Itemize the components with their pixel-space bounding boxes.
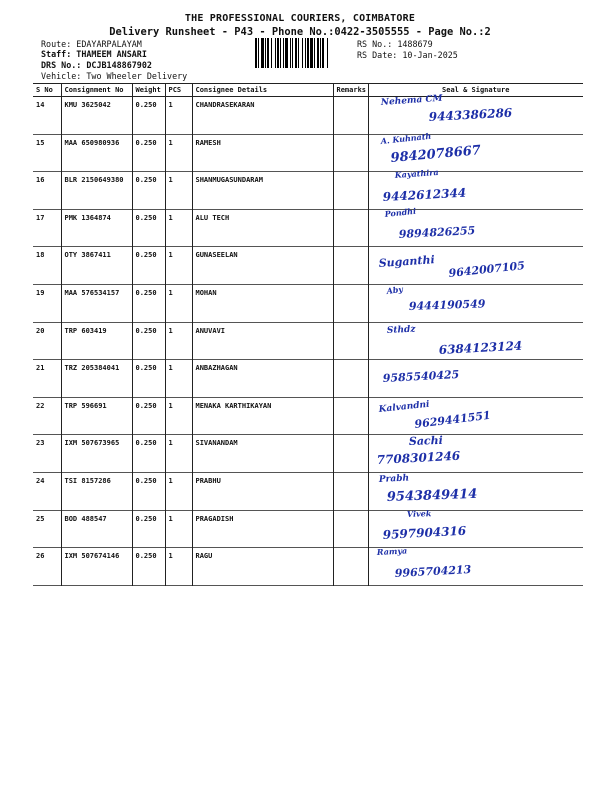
signature-phone: 9543849414 [386,486,478,505]
weight-value: 0.250 [132,284,165,322]
remarks-cell [333,172,368,210]
consignee-name: RAMESH [192,134,333,172]
table-row [33,322,583,360]
handwritten-signature [369,205,584,246]
row-sno: 21 [36,364,45,373]
weight-value: 0.250 [132,472,165,510]
table-row [33,548,583,586]
table-row [33,435,583,473]
signature-phone: 9642007105 [447,259,525,281]
weight-value: 0.250 [132,322,165,360]
consignee-name: CHANDRASEKARAN [192,97,333,135]
remarks-cell [333,397,368,435]
row-sno: 24 [36,476,45,485]
consignment-number: TRZ 205384041 [61,360,132,398]
pcs-value: 1 [165,322,192,360]
pcs-value: 1 [165,284,192,322]
runsheet-table [33,83,583,586]
consignment-number: BLR 2150649380 [61,172,132,210]
signature-phone: 9597904316 [381,523,467,542]
pcs-value: 1 [165,510,192,548]
consignment-number: OTY 3867411 [61,247,132,285]
row-sno: 17 [36,213,45,222]
signature-name: Prabh [378,473,409,485]
runsheet-subtitle: Delivery Runsheet - P43 - Phone No.:0422-3505555 - Page No.:2 [109,26,491,38]
consignment-number: IXM 507674146 [61,548,132,586]
signature-cell [368,545,583,586]
pcs-value: 1 [165,435,192,473]
table-row [33,172,583,210]
pcs-value: 1 [165,360,192,398]
weight-value: 0.250 [132,247,165,285]
handwritten-signature [369,360,584,396]
signature-cell [368,93,583,135]
pcs-value: 1 [165,472,192,510]
consignment-number: MAA 650980936 [61,134,132,172]
consignment-number: TSI 8157286 [61,472,132,510]
weight-value: 0.250 [132,172,165,210]
signature-phone: 9629441551 [413,408,491,431]
pcs-value: 1 [165,247,192,285]
consignee-name: RAGU [192,548,333,586]
consignee-name: ANUVAVI [192,322,333,360]
consignee-name: MENAKA KARTHIKAYAN [192,397,333,435]
weight-value: 0.250 [132,435,165,473]
table-row [33,97,583,135]
signature-cell [368,397,583,435]
signature-phone: 9444190549 [408,297,486,313]
row-sno: 26 [36,552,45,561]
remarks-cell [333,284,368,322]
company-title: THE PROFESSIONAL COURIERS, COIMBATORE [184,13,416,24]
handwritten-signature [369,473,584,509]
signature-name: Sthdz [386,324,416,336]
remarks-cell [333,247,368,285]
consignment-number: TRP 596691 [61,397,132,435]
row-sno: 20 [36,326,45,335]
handwritten-signature [369,285,584,321]
signature-cell [368,507,583,548]
weight-value: 0.250 [132,360,165,398]
row-sno: 15 [36,138,45,147]
signature-phone: 9842078667 [389,142,481,166]
remarks-cell [333,360,368,398]
signature-phone: 9894826255 [397,223,476,241]
consignment-number: MAA 576534157 [61,284,132,322]
table-row [33,247,583,285]
drs-label: DRS No.: DCJB148867902 [41,60,152,70]
handwritten-signature [369,545,584,584]
pcs-value: 1 [165,97,192,135]
vehicle-label: Vehicle: Two Wheeler Delivery [41,71,188,81]
handwritten-signature [369,323,584,359]
signature-cell [368,435,583,473]
col-sno-header: S No [33,84,61,97]
col-remarks-header: Remarks [333,84,368,97]
col-weight-header: Weight [132,84,165,97]
row-sno: 16 [36,176,45,185]
staff-label: Staff: THAMEEM ANSARI [41,49,147,59]
col-pcs-header: PCS [165,84,192,97]
row-sno: 23 [36,439,45,448]
row-sno: 25 [36,514,45,523]
signature-cell [368,205,583,247]
remarks-cell [333,510,368,548]
consignee-name: GUNASEELAN [192,247,333,285]
handwritten-signature [369,398,584,434]
consignee-name: SIVANANDAM [192,435,333,473]
table-row [33,284,583,322]
route-label: Route: EDAYARPALAYAM [41,39,142,49]
remarks-cell [333,209,368,247]
signature-name: Suganthi [377,253,435,271]
signature-name: Pondhi [383,205,416,219]
consignee-name: SHANMUGASUNDARAM [192,172,333,210]
signature-cell [368,284,583,322]
pcs-value: 1 [165,397,192,435]
table-header-row [33,84,583,97]
table-row [33,360,583,398]
consignee-name: PRABHU [192,472,333,510]
signature-name: A. Kuhnath [379,130,432,146]
weight-value: 0.250 [132,548,165,586]
remarks-cell [333,472,368,510]
table-row [33,397,583,435]
col-consignment-header: Consignment No [61,84,132,97]
signature-cell [368,472,583,510]
signature-cell [368,360,583,398]
consignment-number: IXM 507673965 [61,435,132,473]
row-sno: 19 [36,288,45,297]
consignment-number: PMK 1364874 [61,209,132,247]
table-row [33,134,583,172]
remarks-cell [333,134,368,172]
signature-name: Sachi [408,434,443,449]
signature-name: Aby [385,283,404,296]
signature-cell [368,247,583,285]
remarks-cell [333,548,368,586]
rs-date-label: RS Date: 10-Jan-2025 [357,50,458,60]
rs-no-label: RS No.: 1488679 [357,39,433,49]
col-consignee-header: Consignee Details [192,84,333,97]
table-row [33,472,583,510]
signature-phone: 9442612344 [381,185,467,205]
signature-cell [368,130,583,172]
handwritten-signature [369,247,584,283]
consignment-number: KMU 3625042 [61,97,132,135]
signature-phone: 7708301246 [375,448,461,468]
col-seal-header: Seal & Signature [368,84,583,97]
consignment-number: BOD 488547 [61,510,132,548]
pcs-value: 1 [165,172,192,210]
pcs-value: 1 [165,209,192,247]
weight-value: 0.250 [132,510,165,548]
signature-name: 9585540425 [381,368,460,386]
pcs-value: 1 [165,548,192,586]
signature-phone: 9443386286 [427,105,513,124]
signature-cell [368,167,583,210]
handwritten-signature [369,93,584,133]
row-sno: 14 [36,101,45,109]
handwritten-signature [369,507,584,547]
signature-name: Kayathira [393,167,439,181]
consignment-number: TRP 603419 [61,322,132,360]
consignee-name: PRAGADISH [192,510,333,548]
signature-phone: 9965704213 [393,563,472,581]
signature-phone: 6384123124 [437,338,523,357]
signature-name: Kalvandni [377,399,430,415]
signature-name: Ramya [376,545,407,558]
consignee-name: ANBAZHAGAN [192,360,333,398]
handwritten-signature [369,130,584,171]
remarks-cell [333,322,368,360]
signature-name: Nehema CM [380,93,443,108]
weight-value: 0.250 [132,209,165,247]
consignee-name: ALU TECH [192,209,333,247]
consignee-name: MOHAN [192,284,333,322]
row-sno: 18 [36,251,45,260]
signature-name: Vivek [406,507,431,519]
barcode [255,38,349,68]
table-row [33,510,583,548]
remarks-cell [333,97,368,135]
weight-value: 0.250 [132,97,165,135]
weight-value: 0.250 [132,397,165,435]
remarks-cell [333,435,368,473]
row-sno: 22 [36,401,45,410]
handwritten-signature [369,435,584,471]
handwritten-signature [369,167,584,208]
pcs-value: 1 [165,134,192,172]
weight-value: 0.250 [132,134,165,172]
table-row [33,209,583,247]
signature-cell [368,322,583,360]
